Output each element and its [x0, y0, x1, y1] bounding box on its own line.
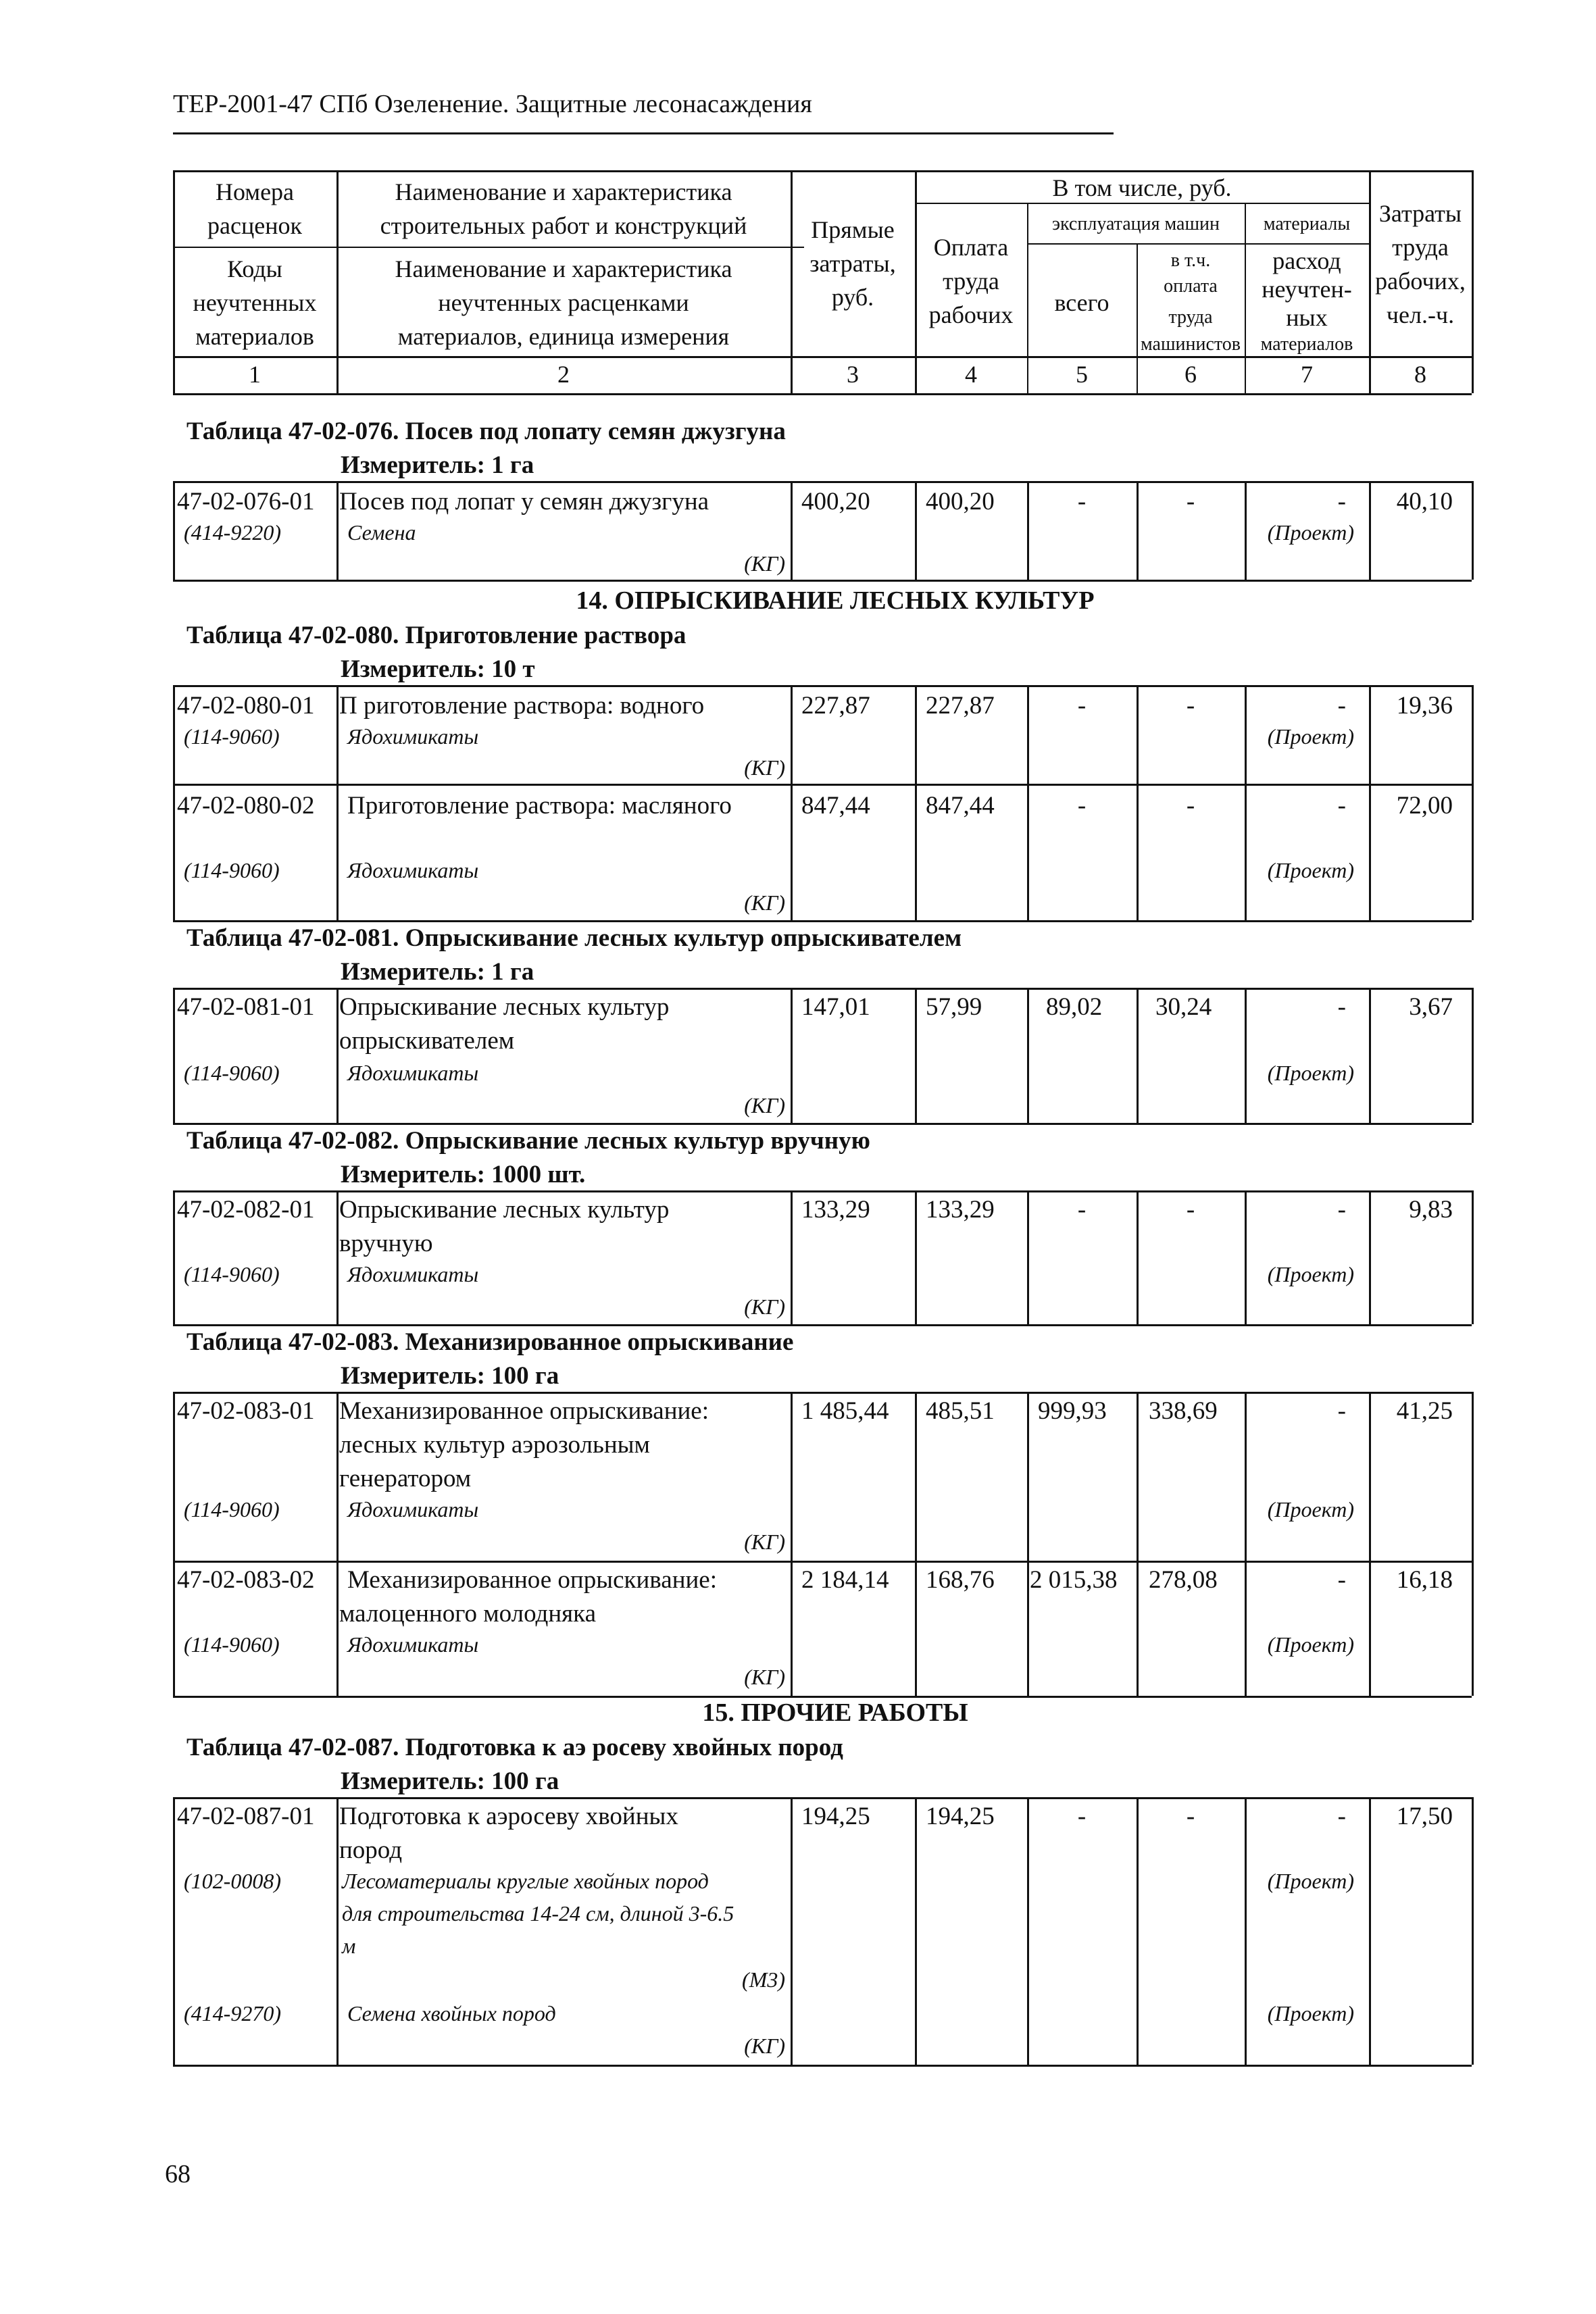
table-vline — [1472, 1190, 1474, 1324]
table-vline — [1245, 685, 1247, 920]
col-number: 1 — [249, 361, 261, 388]
material-code: (114-9060) — [184, 1061, 280, 1085]
material-code: (414-9270) — [184, 2001, 281, 2026]
rate-name: П риготовление раствора: водного — [339, 692, 705, 720]
rate-code: 47-02-081-01 — [177, 993, 315, 1021]
material-name: Лесоматериалы круглые хвойных пород — [342, 1869, 709, 1893]
materials-cost: - — [1337, 488, 1346, 515]
col-number: 5 — [1076, 361, 1088, 388]
table-vline — [336, 1392, 339, 1696]
material-name: Семена хвойных пород — [347, 2001, 556, 2026]
numbers-bottom-line — [173, 393, 1472, 395]
machinists-pay: - — [1186, 1196, 1195, 1224]
table-vline — [336, 481, 339, 580]
table-vline — [173, 1392, 175, 1696]
material-unit: (КГ) — [744, 2034, 785, 2058]
material-name: м — [342, 1934, 356, 1958]
head-col6-line: труда — [1168, 307, 1213, 328]
head-materials-label: материалы — [1263, 213, 1351, 234]
head-col1-bottom-line: неучтенных — [193, 289, 317, 316]
head-vline — [791, 170, 793, 393]
material-project: (Проект) — [1267, 520, 1354, 545]
labor-hours: 72,00 — [1396, 792, 1453, 820]
table-vline — [1245, 1190, 1247, 1324]
table-vline — [1472, 481, 1474, 580]
table-vline — [1369, 1392, 1371, 1696]
materials-cost: - — [1337, 692, 1346, 720]
machinists-pay: - — [1186, 1803, 1195, 1830]
head-col5-label: всего — [1054, 289, 1109, 316]
labor-hours: 41,25 — [1396, 1397, 1453, 1425]
material-name: для строительства 14-24 см, длиной 3-6.5 — [342, 1901, 734, 1926]
table-vline — [336, 1797, 339, 2065]
table-vline — [1369, 1190, 1371, 1324]
table-vline — [173, 685, 175, 920]
head-col3-line: Прямые — [811, 216, 895, 243]
table-vline — [1027, 1797, 1029, 2065]
rate-name: малоценного молодняка — [339, 1600, 597, 1628]
table-vline — [791, 1797, 793, 2065]
table-line — [173, 481, 1472, 483]
table-vline — [1027, 988, 1029, 1123]
head-col4-line: труда — [943, 268, 999, 295]
labor-pay: 133,29 — [926, 1196, 995, 1224]
machinists-pay: - — [1186, 792, 1195, 820]
rate-name: Механизированное опрыскивание: — [347, 1566, 717, 1594]
material-unit: (КГ) — [744, 1665, 785, 1689]
labor-hours: 9,83 — [1409, 1196, 1453, 1224]
head-col8-line: чел.-ч. — [1386, 301, 1455, 328]
labor-pay: 194,25 — [926, 1803, 995, 1830]
table-measure: Измеритель: 10 т — [341, 655, 535, 683]
head-col2-bottom-line: материалов, единица измерения — [397, 323, 730, 350]
table-measure: Измеритель: 100 га — [341, 1767, 559, 1795]
table-vline — [1472, 1797, 1474, 2065]
rate-name: пород — [339, 1836, 403, 1864]
table-vline — [1245, 988, 1247, 1123]
table-vline — [1137, 1190, 1139, 1324]
subgroup-underline — [1027, 243, 1369, 245]
table-vline — [1137, 1392, 1139, 1696]
materials-cost: - — [1337, 1196, 1346, 1224]
rate-code: 47-02-087-01 — [177, 1803, 315, 1830]
material-unit: (КГ) — [744, 890, 785, 915]
head-col7-line: расход — [1272, 247, 1341, 274]
header-rule — [173, 132, 1114, 134]
material-project: (Проект) — [1267, 1061, 1354, 1085]
table-vline — [1027, 1190, 1029, 1324]
page-number: 68 — [165, 2160, 191, 2188]
material-code: (114-9060) — [184, 1262, 280, 1286]
machines-total: 999,93 — [1038, 1397, 1107, 1425]
rate-code: 47-02-082-01 — [177, 1196, 315, 1224]
direct-cost: 400,20 — [801, 488, 870, 515]
rate-code: 47-02-080-02 — [177, 792, 315, 820]
head-col1-bottom-line: материалов — [195, 323, 314, 350]
table-vline — [791, 988, 793, 1123]
head-group-label: В том числе, руб. — [1052, 174, 1232, 201]
table-title: Таблица 47-02-080. Приготовление раствора — [186, 622, 687, 649]
table-line — [173, 920, 1472, 922]
materials-cost: - — [1337, 1566, 1346, 1594]
direct-cost: 147,01 — [801, 993, 870, 1021]
labor-pay: 168,76 — [926, 1566, 995, 1594]
head-col3-line: затраты, — [809, 250, 896, 277]
head-col2-bottom-line: Наименование и характеристика — [395, 255, 732, 282]
material-project: (Проект) — [1267, 724, 1354, 749]
machines-total: - — [1077, 1196, 1087, 1224]
col-number: 2 — [557, 361, 570, 388]
group-underline — [915, 203, 1369, 204]
machines-total: - — [1077, 1803, 1087, 1830]
material-code: (114-9060) — [184, 1497, 280, 1521]
table-vline — [1137, 988, 1139, 1123]
document-header-title: ТЕР-2001-47 СПб Озеленение. Защитные лесонасаждения — [173, 90, 812, 118]
direct-cost: 1 485,44 — [801, 1397, 889, 1425]
direct-cost: 2 184,14 — [801, 1566, 889, 1594]
material-code: (114-9060) — [184, 724, 280, 749]
table-vline — [1245, 1797, 1247, 2065]
table-line — [173, 2065, 1472, 2067]
head-col8-line: труда — [1392, 234, 1449, 261]
table-vline — [336, 1190, 339, 1324]
materials-cost: - — [1337, 792, 1346, 820]
head-vline — [1137, 243, 1138, 393]
material-code: (114-9060) — [184, 858, 280, 882]
table-vline — [915, 1190, 917, 1324]
table-vline — [1245, 481, 1247, 580]
table-line — [173, 1190, 1472, 1192]
material-unit: (КГ) — [744, 755, 785, 780]
labor-pay: 57,99 — [926, 993, 982, 1021]
direct-cost: 227,87 — [801, 692, 870, 720]
machinists-pay: 338,69 — [1149, 1397, 1218, 1425]
table-vline — [336, 685, 339, 920]
table-vline — [1472, 1392, 1474, 1696]
head-col2-bottom-line: неучтенных расценками — [438, 289, 689, 316]
head-col4-line: рабочих — [928, 301, 1014, 328]
head-vline — [1245, 203, 1246, 393]
labor-hours: 3,67 — [1409, 993, 1453, 1021]
table-vline — [1027, 481, 1029, 580]
head-bottom-line — [173, 356, 1472, 358]
table-line — [173, 1324, 1472, 1326]
table-vline — [173, 988, 175, 1123]
head-vline — [336, 170, 339, 393]
rate-name: Опрыскивание лесных культур — [339, 1196, 670, 1224]
table-title: Таблица 47-02-076. Посев под лопату семян джузгуна — [186, 418, 786, 445]
direct-cost: 133,29 — [801, 1196, 870, 1224]
labor-pay: 400,20 — [926, 488, 995, 515]
material-project: (Проект) — [1267, 858, 1354, 882]
head-col2-top-line: строительных работ и конструкций — [380, 212, 747, 239]
material-name: Ядохимикаты — [347, 1061, 479, 1085]
material-project: (Проект) — [1267, 1497, 1354, 1521]
table-vline — [915, 481, 917, 580]
col-number: 8 — [1414, 361, 1426, 388]
material-unit: (КГ) — [744, 1093, 785, 1117]
material-name: Ядохимикаты — [347, 858, 479, 882]
head-col2-top-line: Наименование и характеристика — [395, 178, 732, 205]
col-number: 6 — [1184, 361, 1197, 388]
head-col6-line: в т.ч. — [1170, 250, 1211, 271]
rate-code: 47-02-080-01 — [177, 692, 315, 720]
machines-total: - — [1077, 692, 1087, 720]
table-line — [173, 580, 1472, 582]
material-unit: (КГ) — [744, 551, 785, 576]
table-title: Таблица 47-02-087. Подготовка к аэ росеву хвойных пород — [186, 1734, 843, 1761]
materials-cost: - — [1337, 1803, 1346, 1830]
labor-hours: 40,10 — [1396, 488, 1453, 515]
rate-name: Приготовление раствора: масляного — [347, 792, 732, 820]
head-col1-top-line: расценок — [207, 212, 302, 239]
head-col6-line: оплата — [1164, 276, 1218, 297]
table-vline — [336, 988, 339, 1123]
machinists-pay: - — [1186, 488, 1195, 515]
table-title: Таблица 47-02-081. Опрыскивание лесных культур опрыскивателем — [186, 924, 962, 952]
head-col7-line: неучтен- — [1262, 276, 1352, 303]
table-vline — [791, 1392, 793, 1696]
head-vline — [915, 170, 917, 393]
rate-name: Механизированное опрыскивание: — [339, 1397, 709, 1425]
col-number: 4 — [965, 361, 977, 388]
table-vline — [915, 1797, 917, 2065]
head-vline — [1027, 203, 1028, 393]
rate-name: Опрыскивание лесных культур — [339, 993, 670, 1021]
table-measure: Измеритель: 1 га — [341, 451, 534, 479]
rate-name: Посев под лопат у семян джузгуна — [339, 488, 709, 515]
head-vline — [1369, 170, 1371, 393]
machines-total: - — [1077, 488, 1087, 515]
material-project: (Проект) — [1267, 1262, 1354, 1286]
material-code: (114-9060) — [184, 1632, 280, 1657]
rate-code: 47-02-083-02 — [177, 1566, 315, 1594]
table-head-top-line — [173, 170, 1472, 172]
table-vline — [1027, 685, 1029, 920]
table-vline — [1369, 685, 1371, 920]
table-title: Таблица 47-02-083. Механизированное опрыскивание — [186, 1328, 794, 1356]
material-name: Ядохимикаты — [347, 724, 479, 749]
table-line — [173, 784, 1472, 786]
table-vline — [915, 988, 917, 1123]
table-vline — [1137, 685, 1139, 920]
head-col8-line: Затраты — [1378, 200, 1462, 227]
table-vline — [791, 685, 793, 920]
labor-hours: 17,50 — [1396, 1803, 1453, 1830]
machinists-pay: 30,24 — [1155, 993, 1212, 1021]
labor-hours: 19,36 — [1396, 692, 1453, 720]
machines-total: 89,02 — [1046, 993, 1103, 1021]
rate-name: вручную — [339, 1230, 433, 1257]
col-number: 7 — [1301, 361, 1313, 388]
material-name: Ядохимикаты — [347, 1497, 479, 1521]
machinists-pay: - — [1186, 692, 1195, 720]
table-vline — [1369, 1797, 1371, 2065]
material-project: (Проект) — [1267, 1632, 1354, 1657]
head-machines-label: эксплуатация машин — [1052, 213, 1220, 234]
labor-pay: 847,44 — [926, 792, 995, 820]
head-vline — [1472, 170, 1474, 393]
section-heading: 14. ОПРЫСКИВАНИЕ ЛЕСНЫХ КУЛЬТУР — [576, 586, 1095, 615]
table-vline — [173, 481, 175, 580]
material-unit: (КГ) — [744, 1294, 785, 1319]
section-heading: 15. ПРОЧИЕ РАБОТЫ — [702, 1699, 968, 1727]
head-col1-bottom-line: Коды — [227, 255, 282, 282]
material-unit: (М3) — [742, 1967, 785, 1992]
material-code: (414-9220) — [184, 520, 281, 545]
material-code: (102-0008) — [184, 1869, 281, 1893]
table-title: Таблица 47-02-082. Опрыскивание лесных культур вручную — [186, 1127, 870, 1155]
table-measure: Измеритель: 100 га — [341, 1362, 559, 1390]
table-vline — [173, 1797, 175, 2065]
table-line — [173, 1392, 1472, 1394]
rate-code: 47-02-083-01 — [177, 1397, 315, 1425]
table-line — [173, 1123, 1472, 1125]
table-line — [173, 685, 1472, 687]
material-project: (Проект) — [1267, 2001, 1354, 2026]
materials-cost: - — [1337, 993, 1346, 1021]
machines-total: 2 015,38 — [1030, 1566, 1118, 1594]
table-vline — [915, 685, 917, 920]
table-line — [173, 1797, 1472, 1799]
head-col1-top-line: Номера — [215, 178, 295, 205]
table-measure: Измеритель: 1000 шт. — [341, 1161, 586, 1188]
table-vline — [1245, 1392, 1247, 1696]
head-col4-line: Оплата — [933, 234, 1009, 261]
table-line — [173, 1561, 1472, 1563]
material-name: Ядохимикаты — [347, 1262, 479, 1286]
table-vline — [1472, 988, 1474, 1123]
head-col7-line: материалов — [1260, 334, 1353, 355]
rate-name: лесных культур аэрозольным — [339, 1431, 650, 1459]
table-vline — [915, 1392, 917, 1696]
material-project: (Проект) — [1267, 1869, 1354, 1893]
col-number: 3 — [847, 361, 859, 388]
material-name: Семена — [347, 520, 416, 545]
table-vline — [1472, 685, 1474, 920]
material-unit: (КГ) — [744, 1530, 785, 1554]
head-col8-line: рабочих, — [1375, 268, 1466, 295]
table-vline — [791, 481, 793, 580]
material-name: Ядохимикаты — [347, 1632, 479, 1657]
labor-pay: 227,87 — [926, 692, 995, 720]
table-vline — [1137, 1797, 1139, 2065]
head-split-line — [173, 247, 804, 248]
machines-total: - — [1077, 792, 1087, 820]
table-vline — [1137, 481, 1139, 580]
table-vline — [1369, 988, 1371, 1123]
table-line — [173, 988, 1472, 990]
head-vline — [173, 170, 175, 393]
rate-name: опрыскивателем — [339, 1027, 515, 1055]
rate-name: генератором — [339, 1465, 472, 1492]
head-col6-line: машинистов — [1141, 334, 1241, 355]
labor-pay: 485,51 — [926, 1397, 995, 1425]
table-vline — [173, 1190, 175, 1324]
table-vline — [1369, 481, 1371, 580]
table-line — [173, 1696, 1472, 1698]
table-measure: Измеритель: 1 га — [341, 958, 534, 986]
direct-cost: 194,25 — [801, 1803, 870, 1830]
labor-hours: 16,18 — [1396, 1566, 1453, 1594]
materials-cost: - — [1337, 1397, 1346, 1425]
direct-cost: 847,44 — [801, 792, 870, 820]
rate-name: Подготовка к аэросеву хвойных — [339, 1803, 678, 1830]
rate-code: 47-02-076-01 — [177, 488, 315, 515]
table-vline — [1027, 1392, 1029, 1696]
head-col3-line: руб. — [831, 284, 874, 311]
table-vline — [791, 1190, 793, 1324]
head-col7-line: ных — [1286, 304, 1328, 331]
machinists-pay: 278,08 — [1149, 1566, 1218, 1594]
